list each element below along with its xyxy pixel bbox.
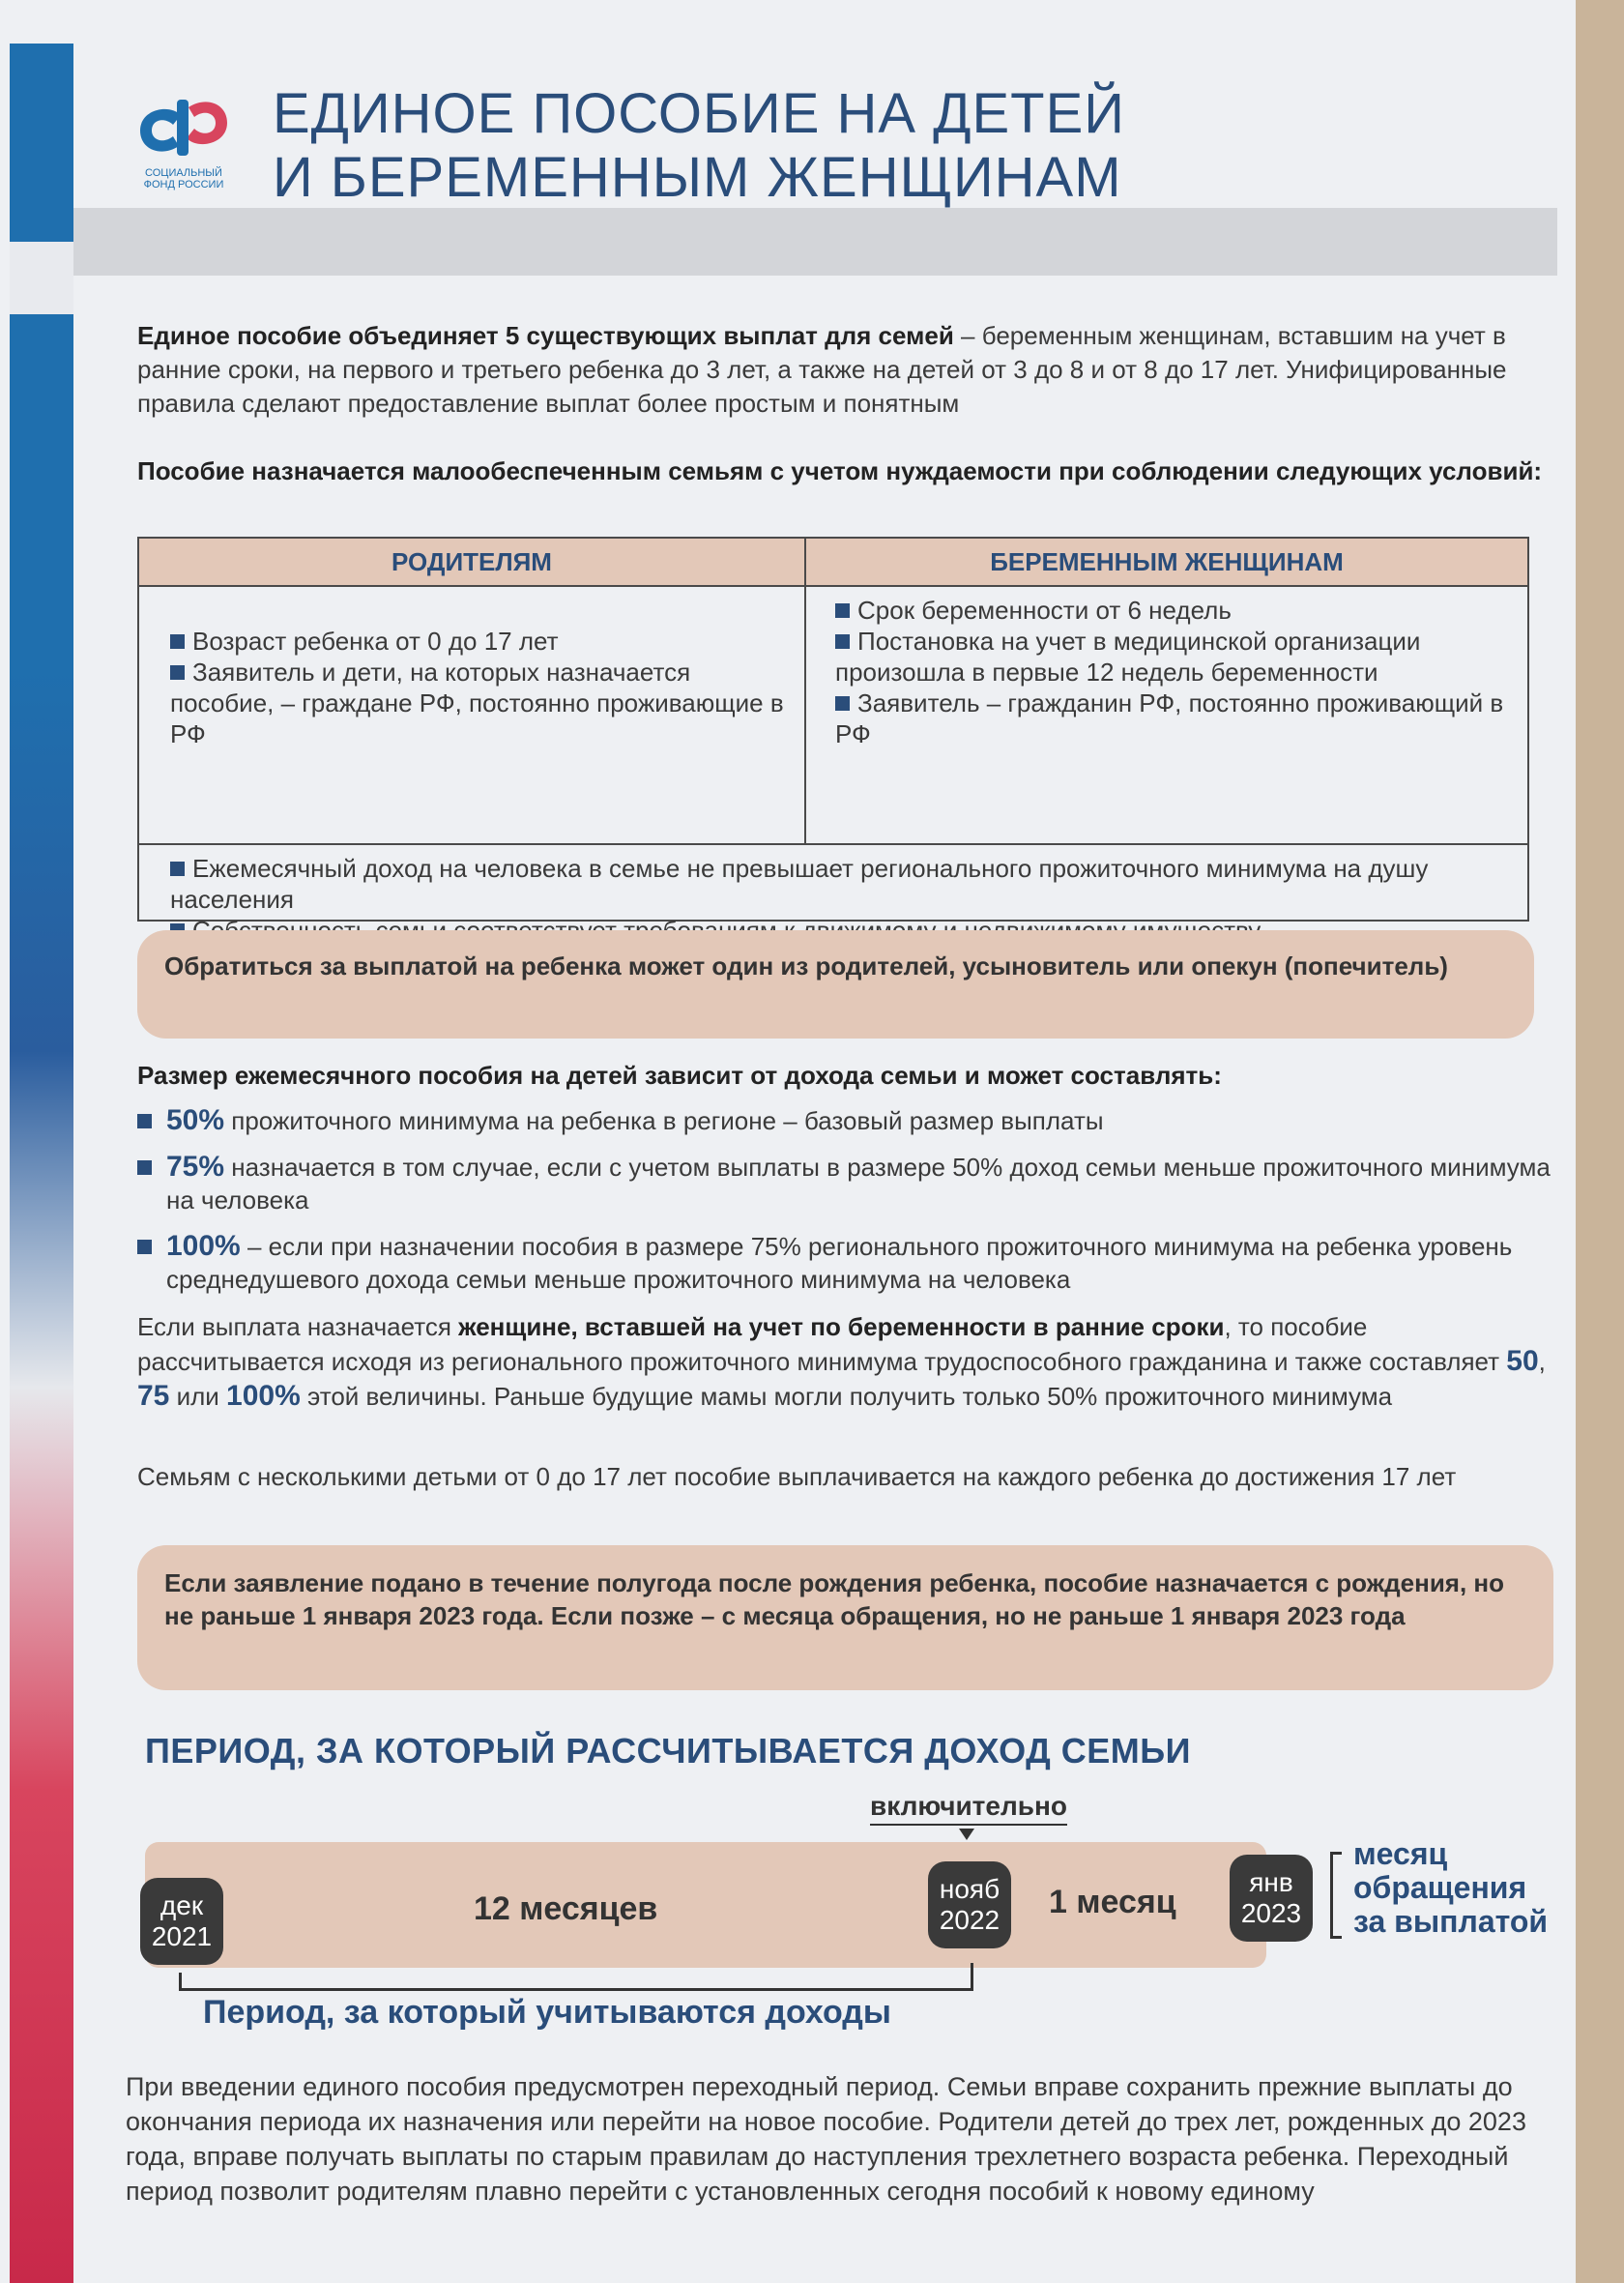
- list-item: Возраст ребенка от 0 до 17 лет: [170, 626, 785, 657]
- bullet-square-icon: [137, 1114, 152, 1128]
- chip-end-month: нояб 2022: [928, 1861, 1011, 1948]
- amount-item-50: 50% прожиточного минимума на ребенка в регионе – базовый размер выплаты: [137, 1104, 1558, 1137]
- bullet-square-icon: [137, 1240, 152, 1254]
- side-bracket-top: [1330, 1852, 1342, 1855]
- chip-apply-month: янв 2023: [1230, 1855, 1313, 1942]
- bullet-square-icon: [835, 696, 850, 711]
- list-item: Ежемесячный доход на человека в семье не превышает регионального прожиточного минимума на душу населения: [170, 854, 1429, 914]
- parents-conditions-cell: [139, 587, 806, 843]
- side-bracket-bottom: [1330, 1936, 1342, 1939]
- title-line-1: ЕДИНОЕ ПОСОБИЕ НА ДЕТЕЙ: [273, 82, 1125, 145]
- pregnant-paragraph: Если выплата назначается женщине, вставшей на учет по беременности в ранние сроки, то пособие рассчитывается исходя из регионального прожиточного минимума трудоспособного гражданина и также составляет 50, 75 или 100% этой величины. Раньше будущие мамы могли получить только 50% прожиточного минимума: [137, 1312, 1546, 1412]
- amount-heading: Размер ежемесячного пособия на детей зависит от дохода семьи и может составлять:: [137, 1061, 1222, 1090]
- amount-item-75: 75% назначается в том случае, если с учетом выплаты в размере 50% доход семьи меньше прожиточного минимума на человека: [137, 1151, 1558, 1216]
- inclusive-label: включительно: [870, 1791, 1067, 1826]
- page-title: [273, 82, 1125, 210]
- header-gray-band: [73, 208, 1557, 276]
- conditions-heading: Пособие назначается малообеспеченным семьям с учетом нуждаемости при соблюдении следующих условий:: [137, 456, 1543, 485]
- arrow-down-icon: [959, 1829, 974, 1840]
- intro-text: – беременным женщинам, вставшим на учет в ранние сроки, на первого и третьего ребенка до 3 лет, а также на детей от 3 до 8 и от 8 до 17 лет. Унифицированные правила сделают предоставление выплат более простым и понятным: [137, 321, 1507, 418]
- twelve-months-label: 12 месяцев: [474, 1890, 658, 1927]
- pregnant-conditions-cell: [806, 587, 1527, 843]
- amount-item-100: 100% – если при назначении пособия в размере 75% регионального прожиточного минимума на ребенка уровень среднедушевого дохода семьи меньше прожиточного минимума на человека: [137, 1230, 1558, 1296]
- side-bracket: [1330, 1852, 1333, 1939]
- table-header-pregnant: БЕРЕМЕННЫМ ЖЕНЩИНАМ: [806, 539, 1527, 587]
- period-section-title: ПЕРИОД, ЗА КОТОРЫЙ РАССЧИТЫВАЕТСЯ ДОХОД СЕМЬИ: [145, 1731, 1192, 1771]
- list-item: Срок беременности от 6 недель: [835, 595, 1508, 626]
- list-item: Заявитель и дети, на которых назначается пособие, – граждане РФ, постоянно проживающие в РФ: [170, 658, 784, 748]
- bullet-square-icon: [170, 634, 185, 649]
- bullet-square-icon: [170, 665, 185, 680]
- list-item: Заявитель – гражданин РФ, постоянно проживающий в РФ: [835, 688, 1504, 748]
- apply-month-side-label: месяц обращения за выплатой: [1353, 1836, 1549, 1939]
- income-bracket-base: [179, 1988, 973, 1991]
- transition-paragraph: При введении единого пособия предусмотрен переходный период. Семьи вправе сохранить прежние выплаты до окончания периода их назначения или перейти на новое пособие. Родители детей до трех лет, рожденных до 2023 года, вправе получать выплаты по старым правилам до наступления трехлетнего возраста ребенка. Переходный период позволит родителям плавно перейти с установленных сегодня пособий к новому единому: [126, 2072, 1526, 2206]
- sfr-logo-icon: [130, 92, 237, 161]
- logo-caption: СОЦИАЛЬНЫЙ ФОНД РОССИИ: [143, 167, 224, 190]
- stripe-gap: [10, 242, 73, 314]
- timing-note: Если заявление подано в течение полугода после рождения ребенка, пособие назначается с рождения, но не раньше 1 января 2023 года. Если позже – с месяца обращения, но не раньше 1 января 2023 года: [137, 1545, 1553, 1690]
- one-month-label: 1 месяц: [1049, 1884, 1176, 1920]
- bullet-square-icon: [835, 603, 850, 618]
- left-color-stripe: [10, 44, 73, 2283]
- common-conditions-cell: [139, 843, 1527, 920]
- bullet-square-icon: [835, 634, 850, 649]
- conditions-table: [137, 537, 1529, 922]
- amount-list: [137, 1104, 1558, 1309]
- income-period-label: Период, за который учитываются доходы: [203, 1994, 891, 2031]
- intro-paragraph: [137, 319, 1558, 421]
- income-bracket-right: [971, 1963, 973, 1990]
- list-item: Постановка на учет в медицинской организации произошла в первые 12 недель беременности: [835, 627, 1421, 687]
- intro-bold: Единое пособие объединяет 5 существующих выплат для семей: [137, 321, 954, 350]
- sfr-logo: [130, 92, 237, 203]
- bullet-square-icon: [170, 862, 185, 876]
- chip-start-month: дек 2021: [140, 1878, 223, 1965]
- title-line-2: И БЕРЕМЕННЫМ ЖЕНЩИНАМ: [273, 146, 1122, 209]
- bullet-square-icon: [137, 1160, 152, 1175]
- table-header-parents: РОДИТЕЛЯМ: [139, 539, 806, 587]
- multi-children-paragraph: Семьям с несколькими детьми от 0 до 17 лет пособие выплачивается на каждого ребенка до достижения 17 лет: [137, 1462, 1457, 1491]
- apply-note: Обратиться за выплатой на ребенка может один из родителей, усыновитель или опекун (попечитель): [137, 930, 1534, 1039]
